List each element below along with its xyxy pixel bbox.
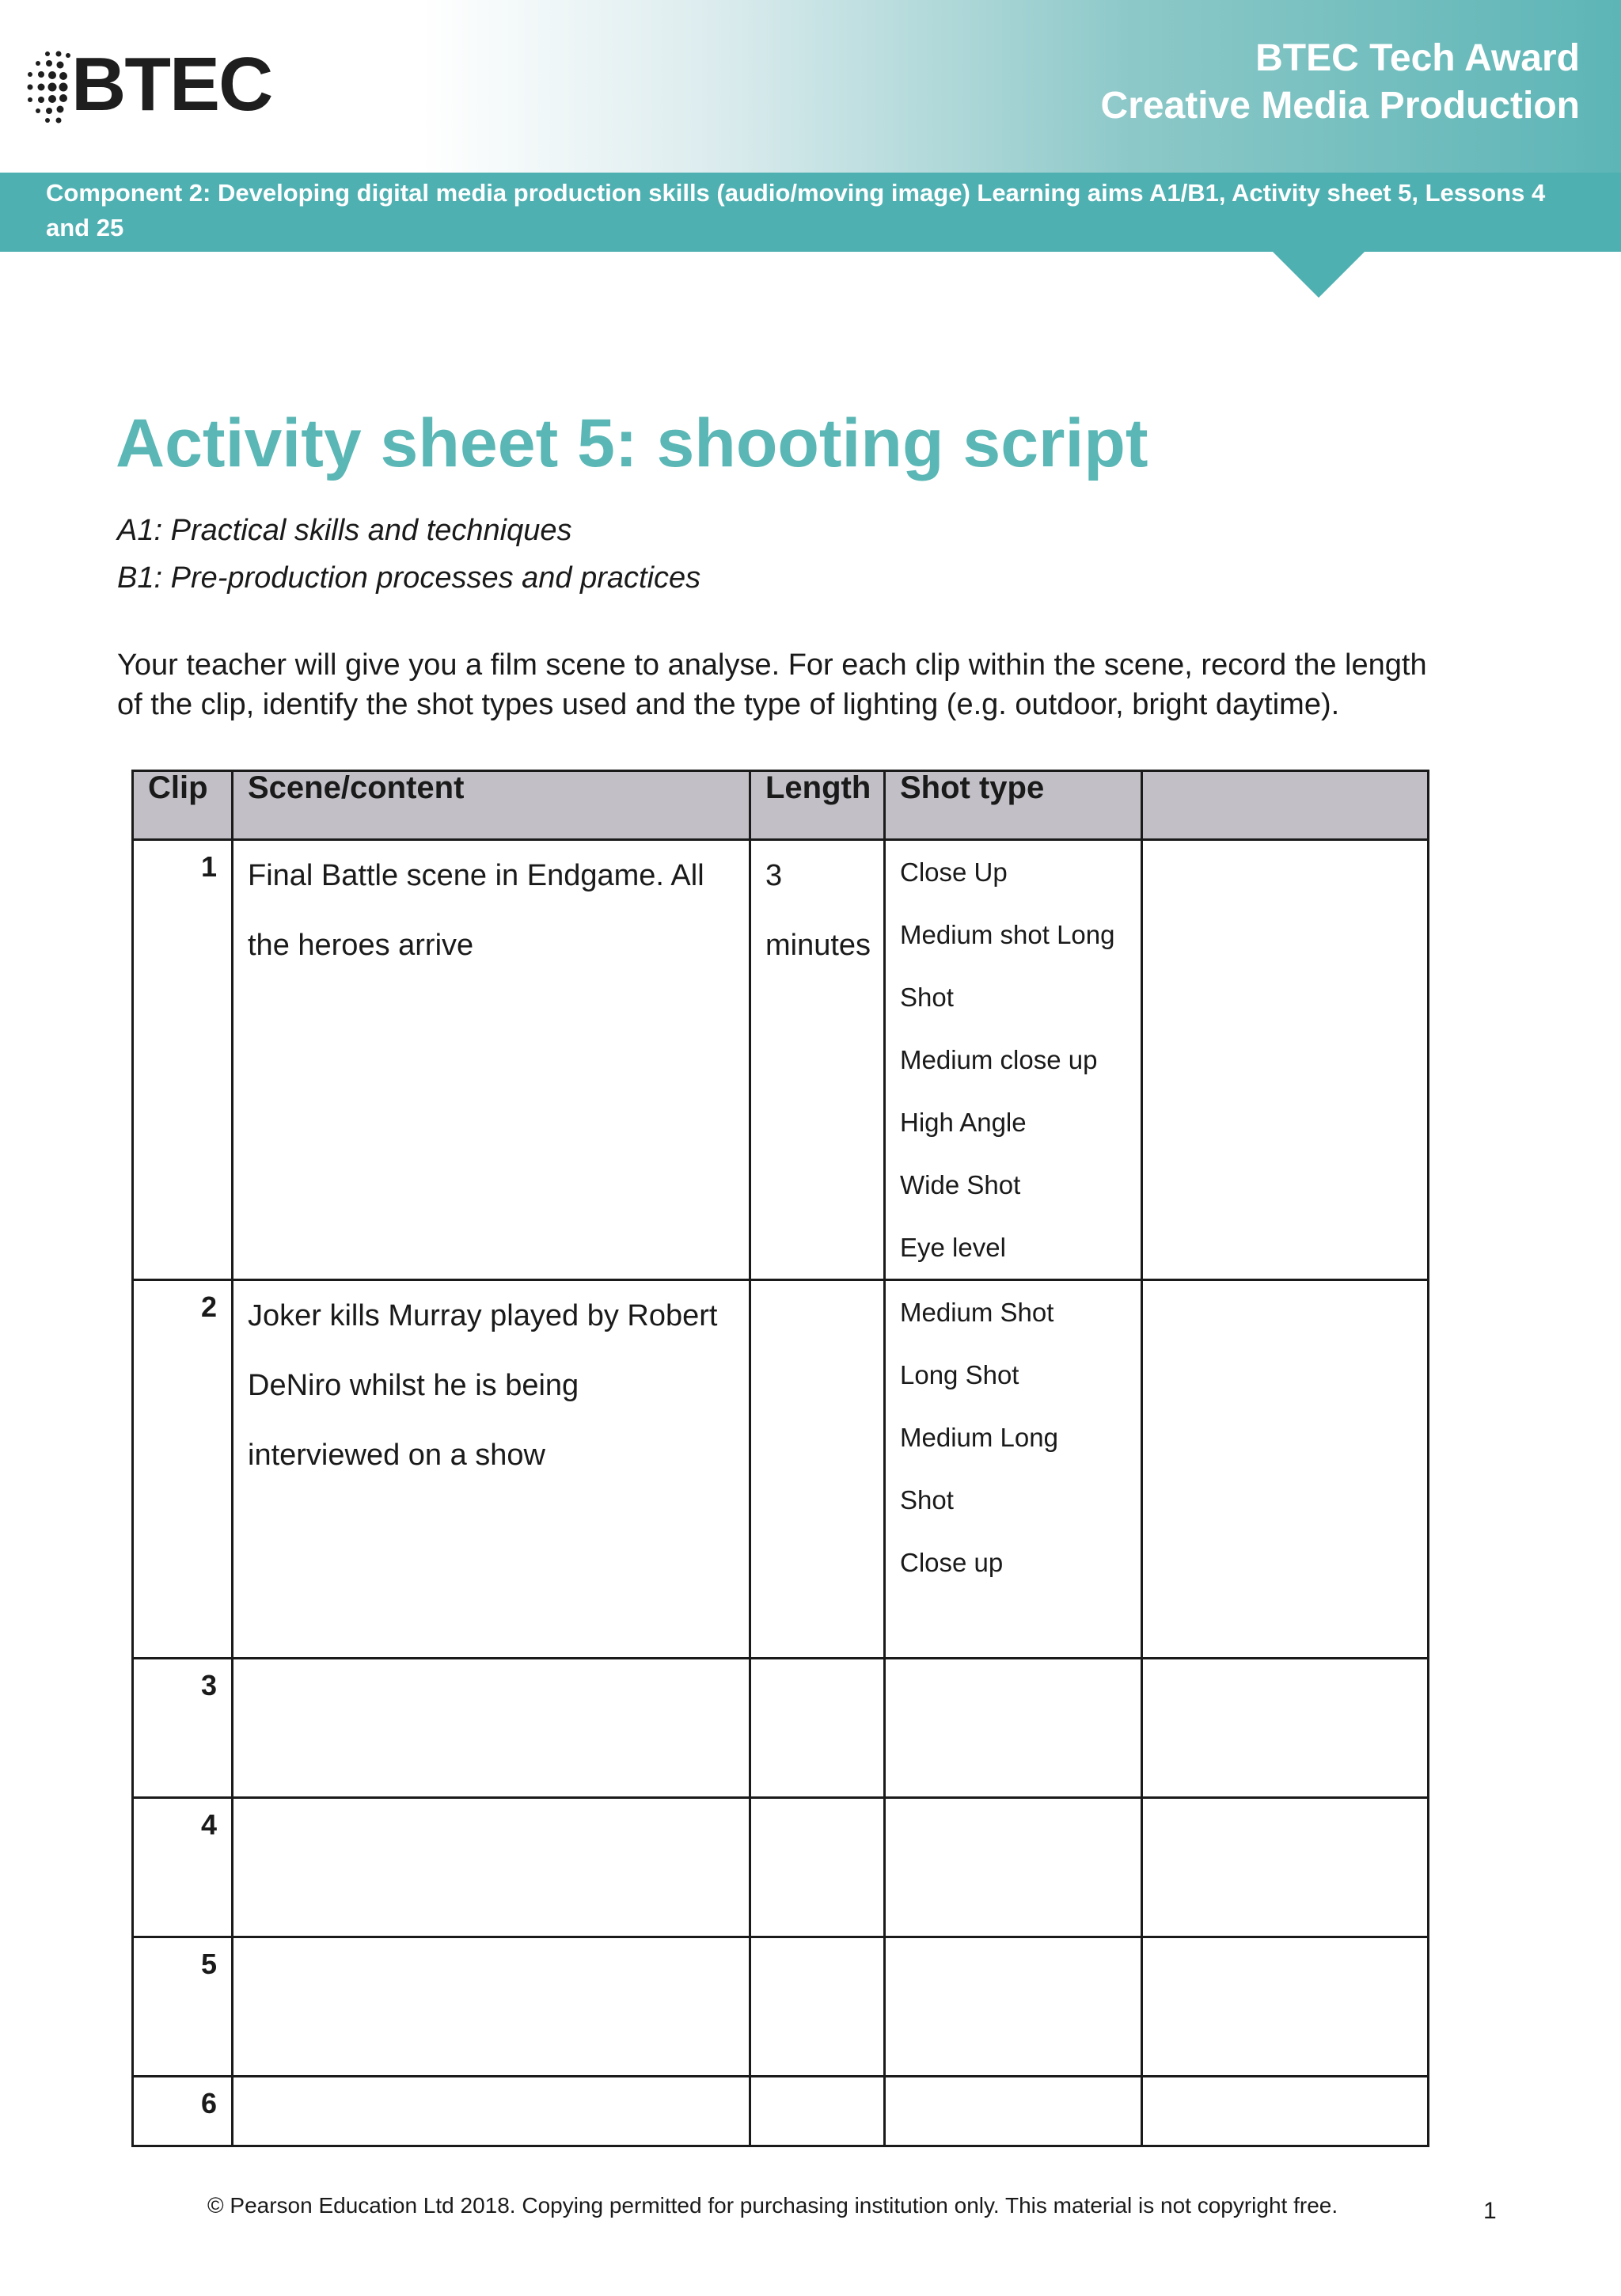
shot-type-cell[interactable] bbox=[885, 1937, 1142, 2077]
shot-line: Shot bbox=[900, 983, 954, 1012]
component-band-text: Component 2: Developing digital media production skills (audio/moving image) Learning aims A1/B1, Activity sheet 5, Lessons 4 and 25 bbox=[46, 179, 1546, 241]
shot-line: Medium Shot bbox=[900, 1298, 1054, 1327]
length-cell[interactable] bbox=[750, 1659, 885, 1798]
shot-line: Medium shot Long bbox=[900, 920, 1115, 949]
instructions: Your teacher will give you a film scene to analyse. For each clip within the scene, record the length of the clip, identify the shot types used and the type of lighting (e.g. outdoor, bright daytime). bbox=[117, 648, 1427, 721]
clip-number: 2 bbox=[133, 1280, 233, 1659]
scene-cell[interactable] bbox=[233, 2077, 750, 2146]
shot-type-cell[interactable] bbox=[885, 840, 1142, 1280]
award-line-2: Creative Media Production bbox=[1100, 85, 1580, 127]
scene-cell[interactable] bbox=[233, 1798, 750, 1937]
scene-cell[interactable] bbox=[233, 840, 750, 1280]
scene-line: Final Battle scene in Endgame. All bbox=[248, 859, 704, 892]
header-blank bbox=[1142, 771, 1429, 840]
shot-line: Shot bbox=[900, 1485, 954, 1515]
btec-logo bbox=[24, 41, 272, 128]
scene-line: the heroes arrive bbox=[248, 929, 474, 962]
header-clip: Clip bbox=[133, 771, 233, 840]
extra-cell[interactable] bbox=[1142, 840, 1429, 1280]
shot-line: Close Up bbox=[900, 857, 1008, 887]
shot-line: Eye level bbox=[900, 1233, 1006, 1262]
shot-line: Wide Shot bbox=[900, 1170, 1021, 1199]
length-cell[interactable] bbox=[750, 840, 885, 1280]
clip-number: 1 bbox=[133, 840, 233, 1280]
shot-line: Long Shot bbox=[900, 1360, 1019, 1389]
aim-b1: B1: Pre-production processes and practices bbox=[117, 561, 701, 595]
logo-text: BTEC bbox=[71, 42, 272, 127]
table-row bbox=[133, 1798, 1429, 1937]
scene-cell[interactable] bbox=[233, 1659, 750, 1798]
clip-number: 5 bbox=[133, 1937, 233, 2077]
table-row bbox=[133, 2077, 1429, 2146]
table-header-row bbox=[133, 771, 1429, 840]
table-row bbox=[133, 1280, 1429, 1659]
shot-line: Medium close up bbox=[900, 1045, 1098, 1074]
page-number: 1 bbox=[1483, 2198, 1497, 2224]
length-line: 3 bbox=[765, 859, 783, 892]
length-cell[interactable] bbox=[750, 1280, 885, 1659]
length-cell[interactable] bbox=[750, 2077, 885, 2146]
extra-cell[interactable] bbox=[1142, 2077, 1429, 2146]
extra-cell[interactable] bbox=[1142, 1937, 1429, 2077]
length-cell[interactable] bbox=[750, 1937, 885, 2077]
header-length: Length bbox=[750, 771, 885, 840]
scene-line: Joker kills Murray played by Robert bbox=[248, 1299, 718, 1332]
scene-cell[interactable] bbox=[233, 1280, 750, 1659]
table-row bbox=[133, 1659, 1429, 1798]
shot-type-cell[interactable] bbox=[885, 1659, 1142, 1798]
header-scene-content: Scene/content bbox=[233, 771, 750, 840]
page-title: Activity sheet 5: shooting script bbox=[116, 405, 1148, 481]
shot-line: Medium Long bbox=[900, 1423, 1058, 1452]
shooting-script-table bbox=[131, 770, 1429, 2147]
clip-number: 6 bbox=[133, 2077, 233, 2146]
shot-line: High Angle bbox=[900, 1108, 1027, 1137]
table-row bbox=[133, 840, 1429, 1280]
shot-line: Close up bbox=[900, 1548, 1004, 1577]
shot-type-cell[interactable] bbox=[885, 1798, 1142, 1937]
award-title bbox=[1101, 35, 1580, 130]
scene-line: interviewed on a show bbox=[248, 1439, 545, 1472]
scene-line: DeNiro whilst he is being bbox=[248, 1369, 579, 1402]
shot-type-cell[interactable] bbox=[885, 2077, 1142, 2146]
table-row bbox=[133, 1937, 1429, 2077]
extra-cell[interactable] bbox=[1142, 1798, 1429, 1937]
length-cell[interactable] bbox=[750, 1798, 885, 1937]
shot-type-cell[interactable] bbox=[885, 1280, 1142, 1659]
clip-number: 3 bbox=[133, 1659, 233, 1798]
length-line: minutes bbox=[765, 929, 871, 962]
extra-cell[interactable] bbox=[1142, 1280, 1429, 1659]
logo-dots-icon bbox=[24, 46, 71, 125]
aim-a1: A1: Practical skills and techniques bbox=[117, 514, 572, 547]
header-shot-type: Shot type bbox=[885, 771, 1142, 840]
band-arrow-icon bbox=[1273, 252, 1365, 298]
extra-cell[interactable] bbox=[1142, 1659, 1429, 1798]
scene-cell[interactable] bbox=[233, 1937, 750, 2077]
copyright-notice: © Pearson Education Ltd 2018. Copying permitted for purchasing institution only. This material is not copyright free. bbox=[207, 2193, 1338, 2218]
clip-number: 4 bbox=[133, 1798, 233, 1937]
award-line-1: BTEC Tech Award bbox=[1255, 37, 1580, 79]
